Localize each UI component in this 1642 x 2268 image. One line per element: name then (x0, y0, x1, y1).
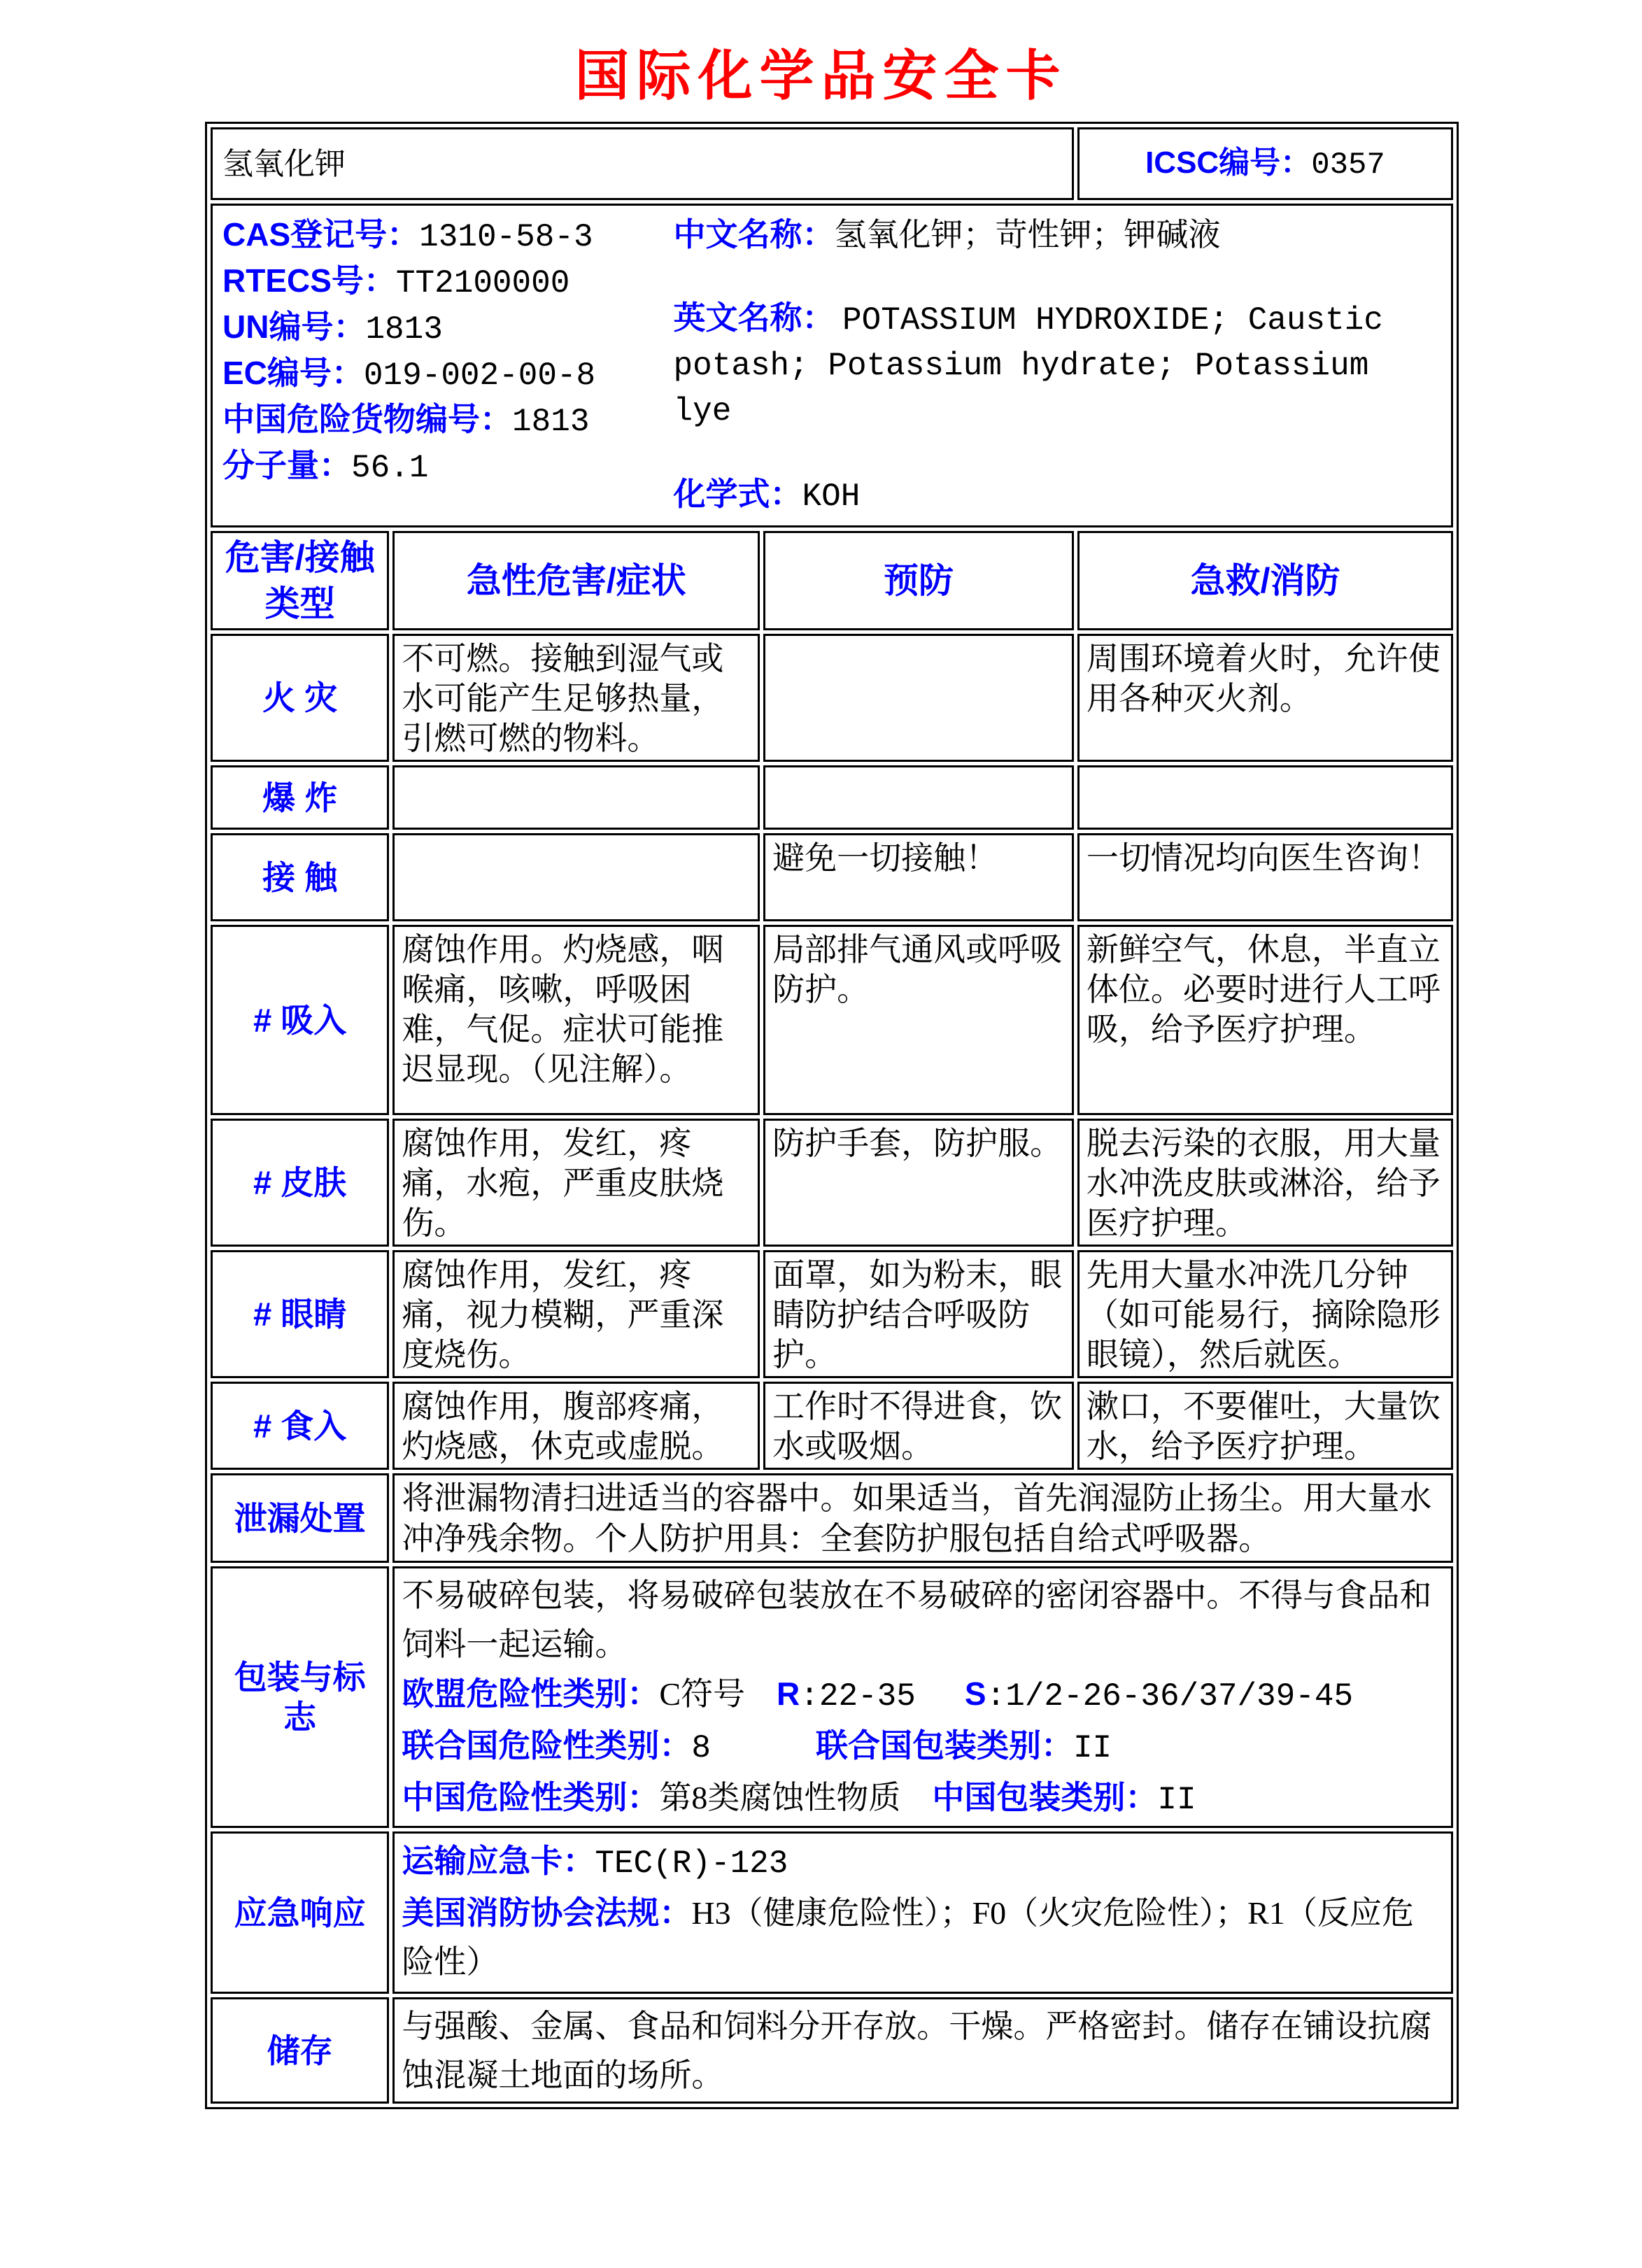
molecular-weight-line (222, 444, 674, 490)
hazard-row-explosion (211, 765, 1453, 830)
un-number-value: 1813 (365, 311, 443, 348)
un-number-label: UN编号： (222, 309, 366, 345)
un-number-line (222, 305, 674, 351)
hazard-row-fire (211, 634, 1453, 762)
exposure-symptoms (392, 833, 760, 921)
fire-first-aid: 周围环境着火时，允许使用各种灭火剂。 (1077, 634, 1453, 762)
r-phrases-value: :22-35 (800, 1678, 916, 1715)
un-classification-line (402, 1721, 1444, 1773)
rtecs-number-label: RTECS号： (222, 262, 396, 299)
tec-card-line (402, 1836, 1444, 1888)
china-packing-group-label: 中国包装类别： (932, 1779, 1158, 1815)
header-symptoms: 急性危害/症状 (392, 531, 760, 630)
substance-name-cell (211, 127, 1074, 200)
header-hazard-type-line2: 类型 (264, 584, 335, 623)
eu-classification-label: 欧盟危险性类别： (402, 1675, 660, 1712)
hazard-type-exposure: 接 触 (211, 833, 389, 921)
molecular-weight-value: 56.1 (351, 450, 429, 486)
ec-number-label: EC编号： (222, 355, 364, 391)
header-hazard-type-line1: 危害/接触 (225, 538, 375, 577)
chemical-formula-value: KOH (802, 479, 861, 515)
fire-prevention (763, 634, 1074, 762)
storage-text: 与强酸、金属、食品和饲料分开存放。干燥。严格密封。储存在铺设抗腐蚀混凝土地面的场所。 (402, 2008, 1432, 2093)
ec-number-line (222, 351, 674, 397)
eu-classification-symbol: C符号 (659, 1676, 746, 1712)
explosion-symptoms (392, 765, 760, 830)
fire-symptoms: 不可燃。接触到湿气或水可能产生足够热量，引燃可燃的物料。 (392, 634, 760, 762)
icsc-card-table (205, 122, 1459, 2109)
inhalation-symptoms: 腐蚀作用。灼烧感，咽喉痛，咳嗽，呼吸困难，气促。症状可能推迟显现。（见注解）。 (392, 925, 760, 1115)
cas-number-line (222, 213, 674, 259)
chinese-name-line (674, 213, 1441, 257)
packaging-row (211, 1566, 1453, 1828)
identification-cell (211, 204, 1453, 527)
inhalation-first-aid: 新鲜空气，休息，半直立体位。必要时进行人工呼吸，给予医疗护理。 (1077, 925, 1453, 1115)
skin-first-aid: 脱去污染的衣服，用大量水冲洗皮肤或淋浴，给予医疗护理。 (1077, 1119, 1453, 1247)
chemical-formula-line (674, 472, 1441, 518)
icsc-number-value: 0357 (1311, 147, 1385, 183)
packaging-intro: 不易破碎包装，将易破碎包装放在不易破碎的密闭容器中。不得与食品和饲料一起运输。 (402, 1578, 1432, 1662)
nfpa-value: H3（健康危险性）；F0（火灾危险性）；R1（反应危险性） (402, 1895, 1414, 1980)
hazard-type-eyes: # 眼睛 (211, 1250, 389, 1378)
nfpa-line (402, 1888, 1444, 1987)
skin-prevention: 防护手套，防护服。 (763, 1119, 1074, 1247)
header-prevention: 预防 (763, 531, 1074, 630)
s-phrases-label: S (964, 1675, 986, 1712)
hazard-row-exposure (211, 833, 1453, 921)
substance-name: 氢氧化钾 (222, 146, 346, 181)
hazard-type-ingestion: # 食入 (211, 1382, 389, 1470)
hazard-type-skin: # 皮肤 (211, 1119, 389, 1247)
eyes-first-aid: 先用大量水冲洗几分钟（如可能易行，摘除隐形眼镜），然后就医。 (1077, 1250, 1453, 1378)
hazard-type-explosion: 爆 炸 (211, 765, 389, 830)
page-title: 国际化学品安全卡 (574, 45, 1068, 106)
identification-row (211, 204, 1453, 527)
hazard-row-eyes (211, 1250, 1453, 1378)
un-hazard-class-label: 联合国危险性类别： (402, 1727, 692, 1764)
cas-number-value: 1310-58-3 (419, 219, 593, 255)
exposure-prevention: 避免一切接触！ (763, 833, 1074, 921)
eu-classification-line (402, 1669, 1444, 1721)
identification-left-column (222, 213, 674, 518)
chinese-name-label: 中文名称： (673, 216, 835, 253)
chinese-name-value: 氢氧化钾；苛性钾；钾碱液 (834, 217, 1221, 253)
english-name-label: 英文名称： (673, 299, 835, 336)
exposure-first-aid: 一切情况均向医生咨询！ (1077, 833, 1453, 921)
hazard-type-inhalation: # 吸入 (211, 925, 389, 1115)
explosion-first-aid (1077, 765, 1453, 830)
hazard-row-ingestion (211, 1382, 1453, 1470)
un-hazard-class-value: 8 (691, 1730, 711, 1766)
chemical-formula-label: 化学式： (673, 476, 802, 512)
explosion-prevention (763, 765, 1074, 830)
spillage-label: 泄漏处置 (211, 1473, 389, 1563)
china-packing-group-value: II (1157, 1782, 1196, 1818)
hazard-type-fire: 火 灾 (211, 634, 389, 762)
packaging-label: 包装与标志 (211, 1566, 389, 1828)
substance-name-row (211, 127, 1453, 200)
storage-cell (392, 1997, 1453, 2104)
un-packing-group-value: II (1073, 1730, 1112, 1766)
icsc-card-page (0, 32, 1642, 2109)
storage-row (211, 1997, 1453, 2104)
header-hazard-type (211, 531, 389, 630)
packaging-cell (392, 1566, 1453, 1828)
ec-number-value: 019-002-00-8 (363, 357, 596, 394)
english-name-value: POTASSIUM HYDROXIDE; Caustic potash; Potassium hydrate; Potassium lye (673, 302, 1383, 430)
inhalation-prevention: 局部排气通风或呼吸防护。 (763, 925, 1074, 1115)
china-dg-number-value: 1813 (512, 404, 590, 440)
skin-symptoms: 腐蚀作用，发红，疼痛，水疱，严重皮肤烧伤。 (392, 1119, 760, 1247)
icsc-number-label: ICSC编号： (1145, 145, 1312, 180)
emergency-label: 应急响应 (211, 1831, 389, 1994)
un-packing-group-label: 联合国包装类别： (815, 1727, 1073, 1764)
eyes-symptoms: 腐蚀作用，发红，疼痛，视力模糊，严重深度烧伤。 (392, 1250, 760, 1378)
cas-number-label: CAS登记号： (222, 216, 420, 253)
china-dg-number-label: 中国危险货物编号： (222, 401, 512, 437)
emergency-row (211, 1831, 1453, 1994)
rtecs-number-line (222, 259, 674, 305)
spillage-text: 将泄漏物清扫进适当的容器中。如果适当，首先润湿防止扬尘。用大量水冲净残余物。个人防护用具：全套防护服包括自给式呼吸器。 (392, 1473, 1453, 1563)
ingestion-symptoms: 腐蚀作用，腹部疼痛，灼烧感，休克或虚脱。 (392, 1382, 760, 1470)
hazard-row-skin (211, 1119, 1453, 1247)
china-hazard-class-value: 第8类腐蚀性物质 (659, 1780, 901, 1815)
rtecs-number-value: TT2100000 (395, 265, 570, 302)
storage-label: 储存 (211, 1997, 389, 2104)
nfpa-label: 美国消防协会法规： (402, 1894, 692, 1931)
icsc-number-cell (1077, 127, 1453, 200)
molecular-weight-label: 分子量： (222, 447, 351, 483)
identification-right-column (674, 213, 1441, 518)
ingestion-prevention: 工作时不得进食，饮水或吸烟。 (763, 1382, 1074, 1470)
tec-card-label: 运输应急卡： (402, 1843, 595, 1879)
identification-columns (222, 213, 1441, 518)
header-first-aid: 急救/消防 (1077, 531, 1453, 630)
china-hazard-class-label: 中国危险性类别： (402, 1779, 660, 1815)
emergency-cell (392, 1831, 1453, 1994)
china-dg-number-line (222, 397, 674, 444)
china-classification-line (402, 1773, 1444, 1824)
ingestion-first-aid: 漱口，不要催吐，大量饮水，给予医疗护理。 (1077, 1382, 1453, 1470)
hazard-row-inhalation (211, 925, 1453, 1115)
hazard-header-row (211, 531, 1453, 630)
tec-card-value: TEC(R)-123 (595, 1845, 788, 1882)
eyes-prevention: 面罩，如为粉末，眼睛防护结合呼吸防护。 (763, 1250, 1074, 1378)
r-phrases-label: R (777, 1675, 800, 1712)
s-phrases-value: :1/2-26-36/37/39-45 (986, 1678, 1354, 1715)
english-name-line (674, 296, 1441, 433)
spillage-row (211, 1473, 1453, 1563)
